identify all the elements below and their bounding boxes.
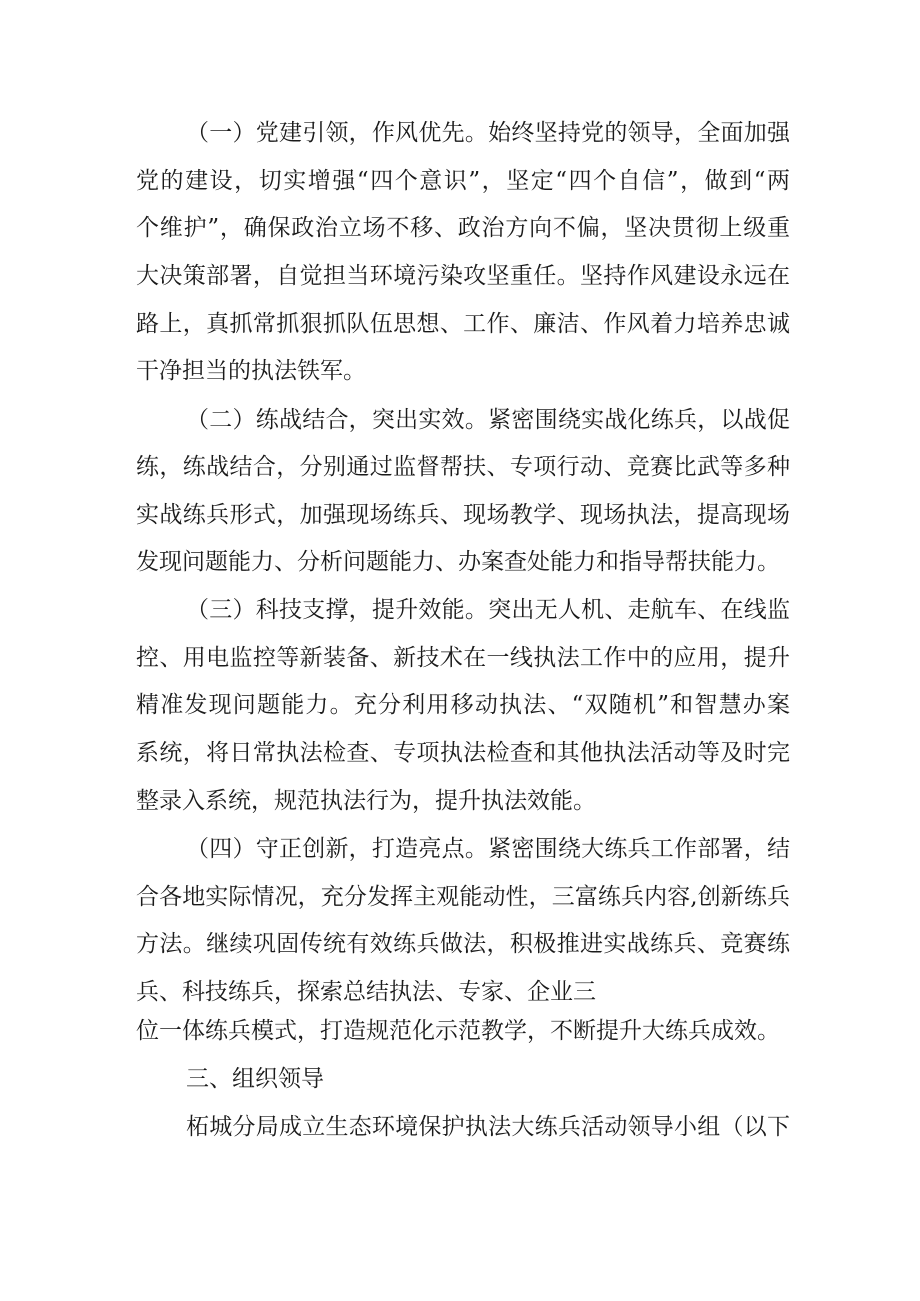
paragraph-2-line-2: 练，练战结合，分别通过监督帮扶、专项行动、竞赛比武等多种 [136,454,790,480]
paragraph-1-line-1: （一）党建引领，作风优先。始终坚持党的领导，全面加强 [186,120,790,146]
paragraph-3-line-5: 整录入系统，规范执法行为，提升执法效能。 [136,788,596,814]
paragraph-4-line-1: （四）守正创新，打造亮点。紧密围绕大练兵工作部署，结 [186,836,790,862]
paragraph-2-line-1: （二）练战结合，突出实效。紧密围绕实战化练兵，以战促 [186,407,790,433]
paragraph-3-line-3: 精准发现问题能力。充分利用移动执法、“双随机”和智慧办案 [136,692,790,718]
paragraph-3-line-4: 系统，将日常执法检查、专项执法检查和其他执法活动等及时完 [136,740,790,766]
paragraph-2-line-3: 实战练兵形式，加强现场练兵、现场教学、现场执法，提高现场 [136,502,790,528]
paragraph-4-line-2: 合各地实际情况，充分发挥主观能动性，三富练兵内容,创新练兵 [136,884,790,910]
paragraph-1-line-2: 党的建设，切实增强“四个意识”，坚定“四个自信”，做到“两 [136,168,790,194]
section-heading: 三、组织领导 [186,1066,324,1092]
paragraph-4-line-3: 方法。继续巩固传统有效练兵做法，积极推进实战练兵、竞赛练 [136,931,790,957]
paragraph-3-line-1: （三）科技支撑，提升效能。突出无人机、走航车、在线监 [186,597,790,623]
paragraph-1-line-6: 干净担当的执法铁军。 [136,358,366,384]
paragraph-1-line-5: 路上，真抓常抓狠抓队伍思想、工作、廉洁、作风着力培养忠诚 [136,311,790,337]
paragraph-5-line-1: 柘城分局成立生态环境保护执法大练兵活动领导小组（以下 [186,1114,790,1140]
paragraph-1-line-3: 个维护”，确保政治立场不移、政治方向不偏，坚决贯彻上级重 [136,215,790,241]
paragraph-4-line-4: 兵、科技练兵，探索总结执法、专家、企业三 [136,979,596,1005]
paragraph-3-line-2: 控、用电监控等新装备、新技术在一线执法工作中的应用，提升 [136,645,790,671]
paragraph-1-line-4: 大决策部署，自觉担当环境污染攻坚重任。坚持作风建设永远在 [136,263,790,289]
paragraph-4-line-5: 位一体练兵模式，打造规范化示范教学，不断提升大练兵成效。 [136,1018,780,1044]
paragraph-2-line-4: 发现问题能力、分析问题能力、办案查处能力和指导帮扶能力。 [136,549,780,575]
